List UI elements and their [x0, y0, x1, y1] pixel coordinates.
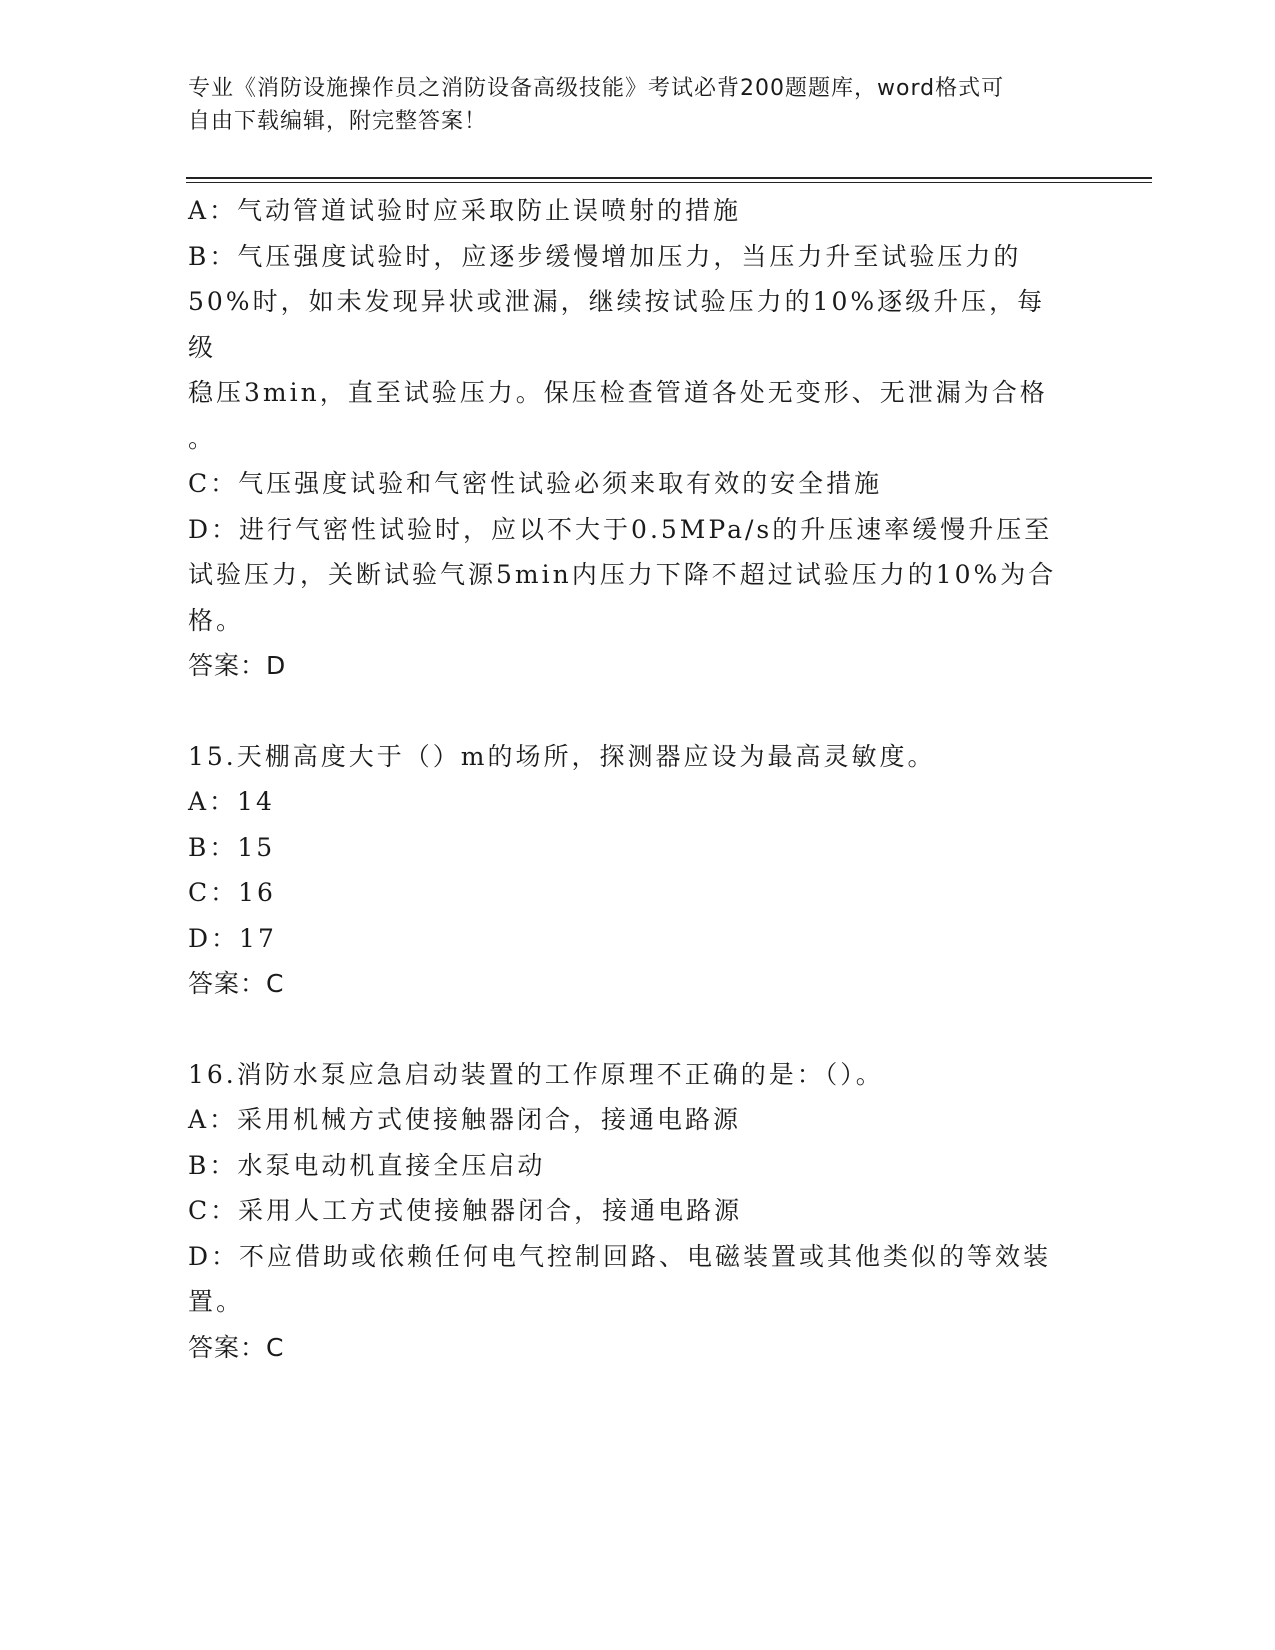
option-line: 置。: [188, 1287, 245, 1316]
question-16-text: 16.消防水泵应急启动装置的工作原理不正确的是：（）。: [188, 1059, 884, 1089]
option-line: B：水泵电动机直接全压启动: [188, 1150, 546, 1180]
option-line: C：采用人工方式使接触器闭合，接通电路源: [188, 1196, 743, 1225]
option-line: A：采用机械方式使接触器闭合，接通电路源: [188, 1105, 742, 1134]
option-line: 。: [188, 423, 217, 453]
option-line: B：气压强度试验时，应逐步缓慢增加压力，当压力升至试验压力的: [188, 241, 1022, 271]
option-line: D：不应借助或依赖任何电气控制回路、电磁装置或其他类似的等效装: [188, 1241, 1052, 1271]
question-16-block: [188, 1052, 1068, 1371]
answer-15: 答案：C: [188, 969, 285, 998]
document-header: [188, 72, 1068, 138]
option-line: D：17: [188, 923, 277, 953]
option-line: A：14: [188, 787, 275, 816]
option-line: 50%时，如未发现异状或泄漏，继续按试验压力的10%逐级升压，每级: [188, 287, 1046, 362]
question-15-text: 15.天棚高度大于（）m的场所，探测器应设为最高灵敏度。: [188, 741, 936, 771]
answer-14: 答案：D: [188, 651, 287, 680]
option-line: C：气压强度试验和气密性试验必须来取有效的安全措施: [188, 469, 883, 498]
header-divider-thin: [186, 182, 1152, 183]
option-line: 格。: [188, 605, 245, 635]
option-line: D：进行气密性试验时，应以不大于0.5MPa/s的升压速率缓慢升压至: [188, 514, 1053, 544]
option-line: A：气动管道试验时应采取防止误喷射的措施: [188, 196, 742, 225]
option-line: 稳压3min，直至试验压力。保压检查管道各处无变形、无泄漏为合格: [188, 378, 1048, 407]
spacer: [188, 689, 1068, 734]
document-body: [188, 188, 1068, 1370]
option-line: 试验压力，关断试验气源5min内压力下降不超过试验压力的10%为合: [188, 560, 1057, 589]
header-line-2: 自由下载编辑，附完整答案！: [188, 109, 488, 134]
question-14-block: [188, 188, 1068, 689]
header-line-1: 专业《消防设施操作员之消防设备高级技能》考试必背200题题库，word格式可: [188, 76, 1005, 101]
option-line: C：16: [188, 878, 276, 907]
option-line: B：15: [188, 832, 276, 862]
header-divider-thick: [186, 177, 1152, 179]
spacer: [188, 1007, 1068, 1052]
question-15-block: [188, 734, 1068, 1007]
answer-16: 答案：C: [188, 1332, 285, 1362]
